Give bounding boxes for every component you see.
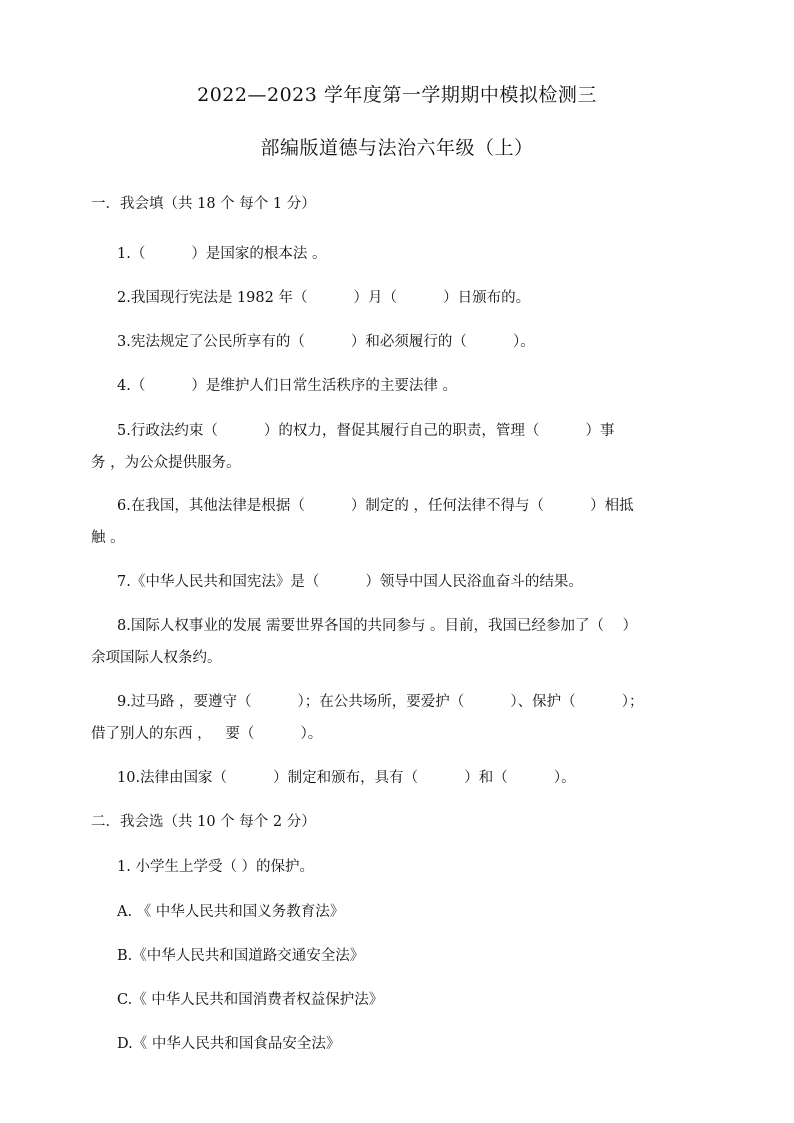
fill-question-6-line2: 触 。 [91, 530, 125, 546]
fill-question-1: 1.（ ）是国家的根本法 。 [117, 246, 327, 262]
fill-question-7: 7.《中华人民共和国宪法》是（ ）领导中国人民浴血奋斗的结果。 [117, 574, 583, 590]
choice-option-b: B.《中华人民共和国道路交通安全法》 [117, 948, 365, 964]
exam-title: 2022—2023 学年度第一学期期中模拟检测三 [197, 84, 597, 106]
exam-subtitle: 部编版道德与法治六年级（上） [260, 137, 534, 159]
choice-question-1: 1. 小学生上学受（ ）的保护。 [117, 859, 315, 875]
choice-option-c: C.《 中华人民共和国消费者权益保护法》 [117, 992, 384, 1008]
section-1-heading: 一．我会填（共 18 个 每个 1 分） [91, 196, 316, 212]
choice-option-d: D.《 中华人民共和国食品安全法》 [117, 1036, 341, 1052]
fill-question-5-line2: 务 ，为公众提供服务。 [91, 455, 241, 471]
fill-question-6-line1: 6.在我国，其他法律是根据（ ）制定的 ，任何法律不得与（ ）相抵 [117, 498, 634, 514]
fill-question-8-line1: 8.国际人权事业的发展 需要世界各国的共同参与 。目前，我国已经参加了（ ） [117, 618, 637, 634]
fill-question-10: 10.法律由国家（ ）制定和颁布，具有（ ）和（ ）。 [117, 770, 576, 786]
fill-question-9-line1: 9.过马路 ，要遵守（ ）；在公共场所，要爱护（ ）、保护（ ）； [117, 694, 644, 710]
fill-question-5-line1: 5.行政法约束（ ）的权力，督促其履行自己的职责，管理（ ）事 [117, 423, 615, 439]
fill-question-4: 4.（ ）是维护人们日常生活秩序的主要法律 。 [117, 378, 458, 394]
choice-option-a: A. 《 中华人民共和国义务教育法》 [117, 904, 345, 920]
section-2-heading: 二．我会选（共 10 个 每个 2 分） [91, 814, 316, 830]
fill-question-3: 3.宪法规定了公民所享有的（ ）和必须履行的（ ）。 [117, 334, 535, 350]
fill-question-2: 2.我国现行宪法是 1982 年（ ）月（ ）日颁布的。 [117, 290, 531, 306]
fill-question-8-line2: 余项国际人权条约。 [91, 650, 222, 666]
fill-question-9-line2: 借了别人的东西 ， 要（ ）。 [91, 726, 323, 742]
